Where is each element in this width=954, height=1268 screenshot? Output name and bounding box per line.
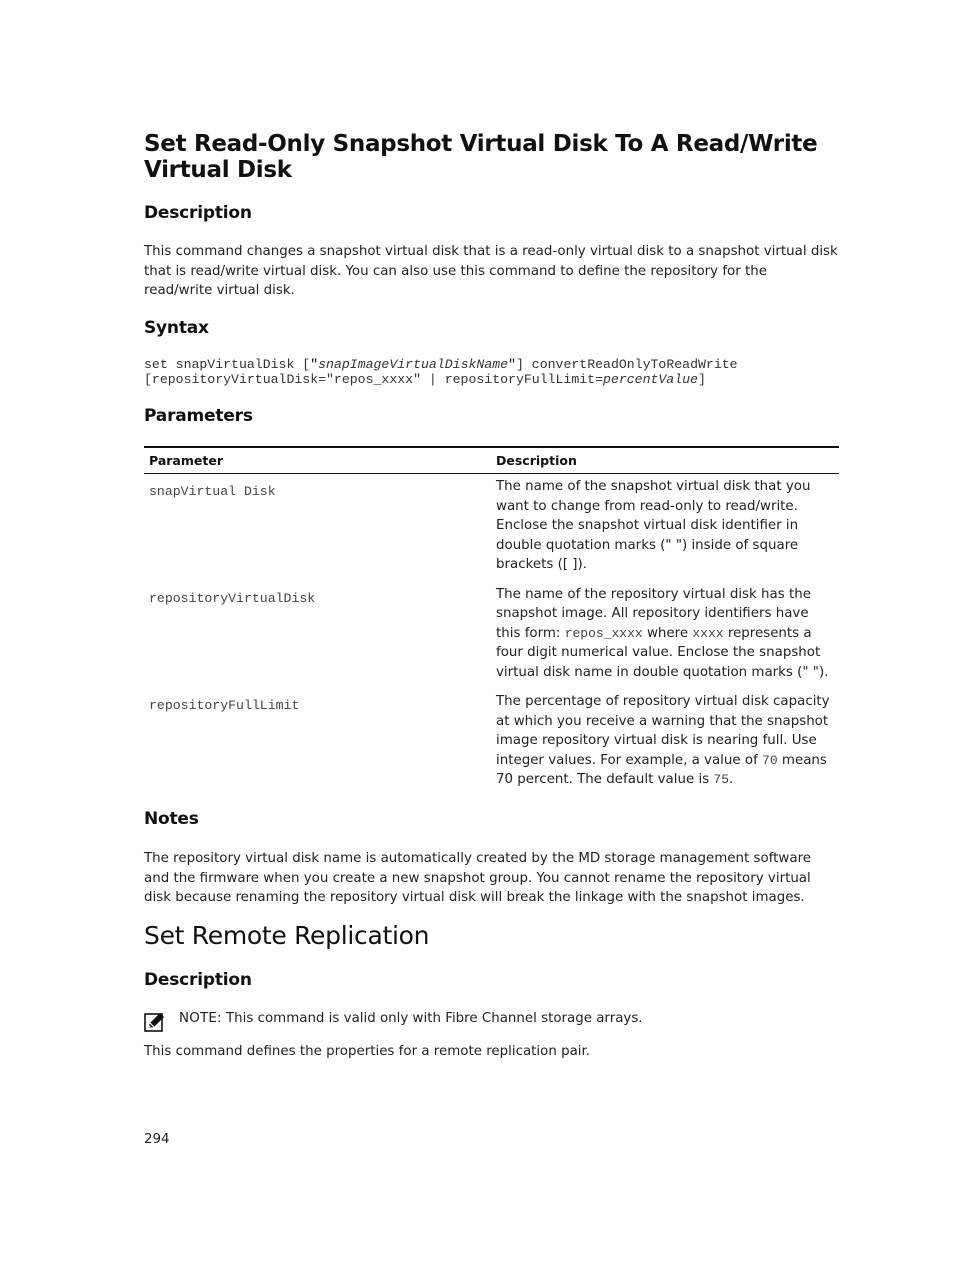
table-row bbox=[144, 585, 839, 693]
parameters-table bbox=[144, 446, 839, 800]
note-body: This command is valid only with Fibre Channel storage arrays. bbox=[221, 1011, 643, 1026]
syntax-quote-close: " bbox=[508, 357, 516, 372]
syntax-line1-end: ] convertReadOnlyToReadWrite bbox=[515, 357, 738, 372]
syntax-variable-percent-value: percentValue bbox=[603, 372, 698, 387]
syntax-line2-end: ] bbox=[697, 372, 706, 387]
page-number: 294 bbox=[144, 1132, 170, 1147]
note-callout bbox=[144, 1009, 844, 1033]
inline-code-repos-xxxx: repos_xxxx bbox=[564, 625, 643, 641]
table-row bbox=[144, 474, 839, 585]
table-row bbox=[144, 692, 839, 800]
desc-text: means 70 percent. The default value is bbox=[496, 752, 827, 787]
table-header-row bbox=[144, 447, 839, 474]
remote-replication-description: This command defines the properties for a remote replication pair. bbox=[144, 1044, 591, 1059]
inline-code-xxxx: xxxx bbox=[692, 625, 724, 641]
section-title-set-remote-replication: Set Remote Replication bbox=[144, 921, 430, 950]
pencil-note-icon bbox=[144, 1011, 166, 1033]
parameter-description: The name of the snapshot virtual disk that you want to change from read-only to read/write. Enclose the snapshot virtual disk identifier in double quotation marks (" ") inside of square brackets ([ ]). bbox=[496, 479, 811, 572]
parameter-name: repositoryFullLimit bbox=[149, 698, 300, 713]
column-header-parameter: Parameter bbox=[144, 447, 491, 474]
syntax-code-block bbox=[144, 357, 738, 387]
parameters-heading: Parameters bbox=[144, 406, 253, 426]
desc-text: . bbox=[729, 772, 734, 787]
notes-heading: Notes bbox=[144, 809, 199, 829]
section-title-set-read-only-snapshot: Set Read-Only Snapshot Virtual Disk To A Read/Write Virtual Disk bbox=[144, 131, 818, 183]
desc-text: where bbox=[642, 625, 693, 641]
description-heading-2: Description bbox=[144, 970, 252, 990]
column-header-description: Description bbox=[491, 447, 839, 474]
syntax-line2-start: [repositoryVirtualDisk="repos_xxxx" | repositoryFullLimit= bbox=[144, 372, 603, 387]
syntax-heading: Syntax bbox=[144, 318, 209, 338]
inline-code-75: 75 bbox=[713, 772, 730, 787]
notes-paragraph: The repository virtual disk name is automatically created by the MD storage management software and the firmware when you create a new snapshot group. You cannot rename the repository virtual disk because renaming the repository virtual disk will break the linkage with the snapshot images. bbox=[144, 851, 812, 905]
parameter-name: repositoryVirtualDisk bbox=[149, 590, 316, 606]
parameter-description bbox=[491, 692, 839, 800]
syntax-line1-start: set snapVirtualDisk [ bbox=[144, 357, 311, 372]
desc-text: represents a four digit numerical value. Enclose the snapshot virtual disk name in double quotation marks (" "). bbox=[496, 625, 829, 680]
note-text bbox=[179, 1009, 643, 1028]
parameter-name: snapVirtual Disk bbox=[149, 484, 276, 499]
syntax-variable-snap-image-name: snapImageVirtualDiskName bbox=[318, 357, 509, 372]
parameter-description bbox=[491, 585, 839, 693]
syntax-quote-open: " bbox=[310, 357, 319, 372]
desc-text: The name of the repository virtual disk has the snapshot image. All repository identifiers have this form: bbox=[496, 586, 811, 641]
desc-text: The percentage of repository virtual disk capacity at which you receive a warning that the snapshot image repository virtual disk is nearing full. Use integer values. For example, a value of bbox=[496, 694, 830, 768]
inline-code-70: 70 bbox=[762, 752, 778, 768]
description-heading: Description bbox=[144, 203, 252, 223]
note-label: NOTE: bbox=[179, 1011, 222, 1026]
description-paragraph: This command changes a snapshot virtual disk that is a read-only virtual disk to a snapshot virtual disk that is read/write virtual disk. You can also use this command to define the repository for the read/write virtual disk. bbox=[144, 244, 838, 298]
